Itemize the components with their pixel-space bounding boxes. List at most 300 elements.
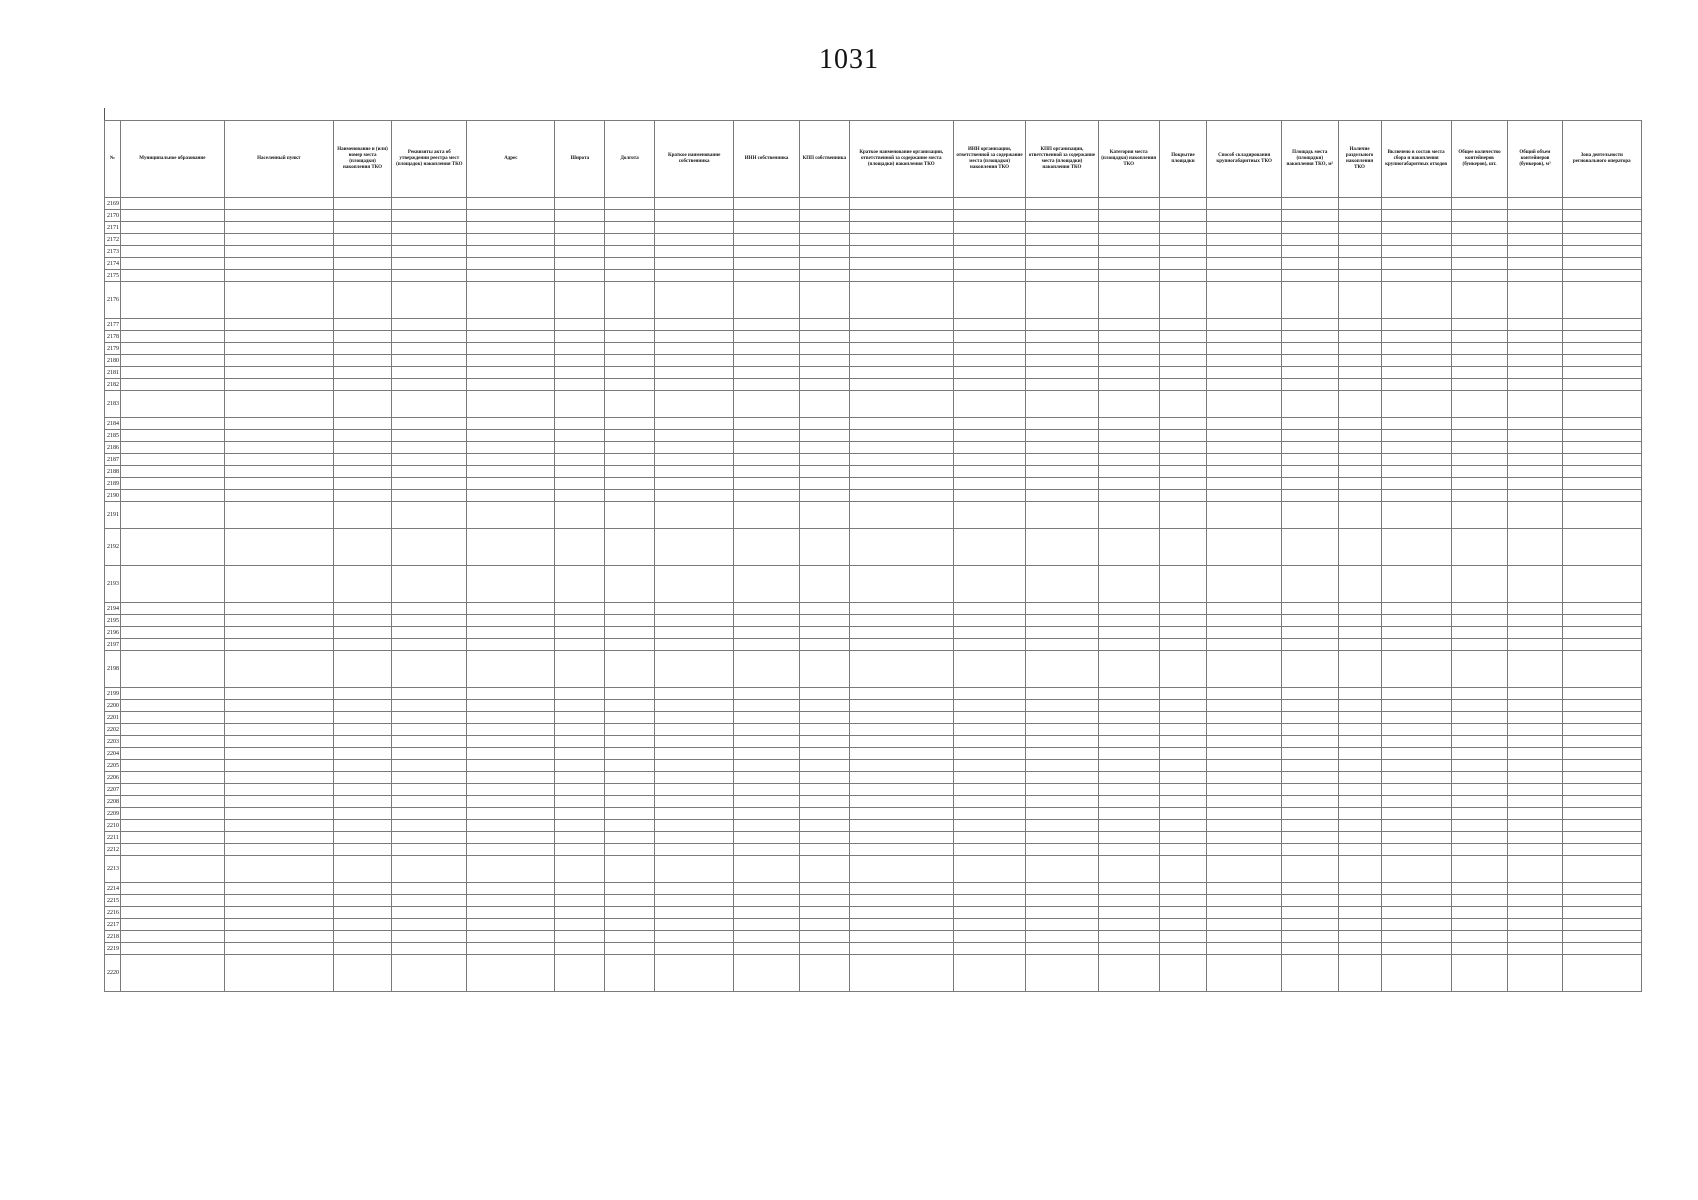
table-cell xyxy=(1207,784,1282,796)
table-cell xyxy=(224,529,333,566)
table-cell xyxy=(224,442,333,454)
table-cell xyxy=(392,490,467,502)
table-cell xyxy=(120,502,224,529)
table-cell xyxy=(734,820,800,832)
table-cell xyxy=(1451,639,1508,651)
table-cell xyxy=(1026,319,1098,331)
table-cell xyxy=(555,198,605,210)
table-cell xyxy=(799,478,849,490)
table-cell xyxy=(392,688,467,700)
table-cell xyxy=(467,856,555,883)
table-cell xyxy=(1562,331,1641,343)
row-number: 2214 xyxy=(105,883,121,895)
table-cell xyxy=(1098,502,1159,529)
table-cell xyxy=(1508,529,1562,566)
table-cell xyxy=(849,430,953,442)
table-cell xyxy=(120,760,224,772)
table-cell xyxy=(1281,210,1338,222)
table-cell xyxy=(392,529,467,566)
table-cell xyxy=(1451,198,1508,210)
table-cell xyxy=(799,615,849,627)
table-cell xyxy=(1508,724,1562,736)
table-cell xyxy=(1451,627,1508,639)
table-cell xyxy=(1338,331,1381,343)
table-row xyxy=(105,784,1642,796)
table-cell xyxy=(1338,712,1381,724)
table-cell xyxy=(1381,772,1451,784)
table-cell xyxy=(1098,700,1159,712)
table-cell xyxy=(605,222,655,234)
table-cell xyxy=(655,246,734,258)
table-cell xyxy=(734,943,800,955)
table-cell xyxy=(1281,566,1338,603)
table-cell xyxy=(120,907,224,919)
table-cell xyxy=(1159,919,1207,931)
table-cell xyxy=(1381,639,1451,651)
table-cell xyxy=(605,490,655,502)
table-row xyxy=(105,282,1642,319)
table-cell xyxy=(467,844,555,856)
table-cell xyxy=(1159,748,1207,760)
table-cell xyxy=(605,478,655,490)
table-cell xyxy=(1338,418,1381,430)
table-cell xyxy=(1098,490,1159,502)
table-cell xyxy=(1207,418,1282,430)
table-cell xyxy=(1207,627,1282,639)
table-cell xyxy=(1338,724,1381,736)
table-cell xyxy=(1338,895,1381,907)
table-cell xyxy=(1381,931,1451,943)
table-cell xyxy=(849,367,953,379)
table-cell xyxy=(333,712,392,724)
table-cell xyxy=(1159,210,1207,222)
row-number: 2174 xyxy=(105,258,121,270)
table-cell xyxy=(467,748,555,760)
table-cell xyxy=(392,502,467,529)
table-cell xyxy=(120,343,224,355)
table-cell xyxy=(467,270,555,282)
table-cell xyxy=(1381,418,1451,430)
table-cell xyxy=(1098,808,1159,820)
table-cell xyxy=(467,796,555,808)
table-cell xyxy=(555,856,605,883)
page-number: 1031 xyxy=(819,44,879,75)
table-cell xyxy=(734,856,800,883)
table-cell xyxy=(953,895,1025,907)
table-cell xyxy=(734,627,800,639)
table-cell xyxy=(1098,478,1159,490)
table-cell xyxy=(734,210,800,222)
table-row xyxy=(105,529,1642,566)
table-cell xyxy=(224,772,333,784)
table-cell xyxy=(1207,844,1282,856)
table-cell xyxy=(1098,712,1159,724)
table-cell xyxy=(467,367,555,379)
table-cell xyxy=(1508,615,1562,627)
table-cell xyxy=(605,712,655,724)
table-cell xyxy=(734,442,800,454)
table-cell xyxy=(734,234,800,246)
table-cell xyxy=(605,808,655,820)
table-cell xyxy=(333,724,392,736)
table-cell xyxy=(1026,820,1098,832)
table-cell xyxy=(1026,603,1098,615)
table-cell xyxy=(1159,418,1207,430)
table-cell xyxy=(224,907,333,919)
row-number: 2181 xyxy=(105,367,121,379)
table-cell xyxy=(849,808,953,820)
table-cell xyxy=(333,907,392,919)
table-row xyxy=(105,688,1642,700)
row-number: 2176 xyxy=(105,282,121,319)
table-cell xyxy=(1159,856,1207,883)
table-cell xyxy=(655,454,734,466)
table-cell xyxy=(1381,319,1451,331)
table-cell xyxy=(392,943,467,955)
table-cell xyxy=(1026,343,1098,355)
table-row xyxy=(105,343,1642,355)
table-cell xyxy=(392,442,467,454)
table-cell xyxy=(1026,736,1098,748)
table-cell xyxy=(224,688,333,700)
table-cell xyxy=(224,379,333,391)
table-cell xyxy=(467,282,555,319)
table-cell xyxy=(1451,615,1508,627)
table-cell xyxy=(953,820,1025,832)
table-row xyxy=(105,796,1642,808)
table-cell xyxy=(333,210,392,222)
table-cell xyxy=(799,895,849,907)
table-cell xyxy=(224,615,333,627)
table-cell xyxy=(849,943,953,955)
table-cell xyxy=(224,943,333,955)
table-cell xyxy=(605,772,655,784)
table-cell xyxy=(1281,639,1338,651)
table-cell xyxy=(1098,796,1159,808)
table-cell xyxy=(605,943,655,955)
table-cell xyxy=(1281,712,1338,724)
table-row xyxy=(105,355,1642,367)
table-cell xyxy=(1098,367,1159,379)
table-cell xyxy=(655,367,734,379)
table-cell xyxy=(224,700,333,712)
table-cell xyxy=(224,603,333,615)
table-cell xyxy=(1338,603,1381,615)
table-cell xyxy=(120,566,224,603)
table-cell xyxy=(1562,210,1641,222)
table-row xyxy=(105,603,1642,615)
table-cell xyxy=(1508,712,1562,724)
row-number: 2203 xyxy=(105,736,121,748)
table-cell xyxy=(392,955,467,992)
table-cell xyxy=(1026,379,1098,391)
table-cell xyxy=(467,919,555,931)
table-cell xyxy=(555,367,605,379)
table-cell xyxy=(555,319,605,331)
table-cell xyxy=(120,712,224,724)
table-cell xyxy=(1159,615,1207,627)
row-number: 2173 xyxy=(105,246,121,258)
table-cell xyxy=(1098,895,1159,907)
table-cell xyxy=(1508,736,1562,748)
table-cell xyxy=(734,319,800,331)
table-cell xyxy=(1451,478,1508,490)
table-cell xyxy=(849,282,953,319)
table-cell xyxy=(1508,258,1562,270)
table-cell xyxy=(333,736,392,748)
table-cell xyxy=(734,895,800,907)
table-cell xyxy=(734,478,800,490)
table-cell xyxy=(799,234,849,246)
table-cell xyxy=(333,466,392,478)
table-cell xyxy=(555,331,605,343)
table-cell xyxy=(1338,748,1381,760)
table-cell xyxy=(734,724,800,736)
table-cell xyxy=(555,808,605,820)
table-cell xyxy=(799,688,849,700)
table-cell xyxy=(1281,808,1338,820)
table-cell xyxy=(333,442,392,454)
table-cell xyxy=(1451,724,1508,736)
table-cell xyxy=(1508,418,1562,430)
table-cell xyxy=(392,748,467,760)
table-cell xyxy=(392,627,467,639)
table-cell xyxy=(849,856,953,883)
table-cell xyxy=(467,430,555,442)
row-number: 2210 xyxy=(105,820,121,832)
table-row xyxy=(105,639,1642,651)
table-cell xyxy=(655,270,734,282)
table-cell xyxy=(224,844,333,856)
table-cell xyxy=(1562,282,1641,319)
table-cell xyxy=(1098,282,1159,319)
table-cell xyxy=(1281,222,1338,234)
table-cell xyxy=(224,282,333,319)
table-cell xyxy=(1026,466,1098,478)
table-cell xyxy=(655,319,734,331)
table-cell xyxy=(392,615,467,627)
table-cell xyxy=(120,688,224,700)
table-cell xyxy=(1508,246,1562,258)
table-cell xyxy=(1207,502,1282,529)
table-cell xyxy=(555,748,605,760)
table-cell xyxy=(467,627,555,639)
table-cell xyxy=(1159,808,1207,820)
table-row xyxy=(105,270,1642,282)
table-cell xyxy=(1026,391,1098,418)
column-header: КПП собственника xyxy=(799,121,849,198)
table-cell xyxy=(1381,895,1451,907)
table-cell xyxy=(605,856,655,883)
table-cell xyxy=(605,700,655,712)
row-number: 2189 xyxy=(105,478,121,490)
table-cell xyxy=(655,502,734,529)
table-cell xyxy=(333,566,392,603)
table-row xyxy=(105,931,1642,943)
table-cell xyxy=(799,736,849,748)
table-cell xyxy=(605,379,655,391)
column-header: Широта xyxy=(555,121,605,198)
row-number: 2206 xyxy=(105,772,121,784)
table-cell xyxy=(953,198,1025,210)
table-cell xyxy=(1451,210,1508,222)
table-cell xyxy=(1098,270,1159,282)
table-cell xyxy=(1508,466,1562,478)
table-cell xyxy=(1026,270,1098,282)
table-cell xyxy=(605,418,655,430)
table-cell xyxy=(734,502,800,529)
table-cell xyxy=(1562,615,1641,627)
column-header: Населенный пункт xyxy=(224,121,333,198)
table-cell xyxy=(1098,919,1159,931)
table-cell xyxy=(467,820,555,832)
table-cell xyxy=(1562,651,1641,688)
table-cell xyxy=(1562,222,1641,234)
table-cell xyxy=(1508,784,1562,796)
table-cell xyxy=(1281,319,1338,331)
table-cell xyxy=(605,466,655,478)
table-row xyxy=(105,331,1642,343)
table-cell xyxy=(333,234,392,246)
table-cell xyxy=(1026,418,1098,430)
table-cell xyxy=(734,832,800,844)
table-cell xyxy=(1098,379,1159,391)
column-header: Краткое наименование организации, ответственной за содержание места (площадки) накопления ТКО xyxy=(849,121,953,198)
table-cell xyxy=(224,258,333,270)
table-cell xyxy=(799,246,849,258)
table-cell xyxy=(1381,478,1451,490)
table-cell xyxy=(120,603,224,615)
table-cell xyxy=(1098,736,1159,748)
table-cell xyxy=(734,198,800,210)
table-cell xyxy=(605,615,655,627)
table-cell xyxy=(1562,466,1641,478)
table-cell xyxy=(392,895,467,907)
table-cell xyxy=(655,796,734,808)
table-cell xyxy=(849,639,953,651)
table-cell xyxy=(1159,442,1207,454)
table-cell xyxy=(1508,907,1562,919)
table-cell xyxy=(605,502,655,529)
table-cell xyxy=(1159,724,1207,736)
table-cell xyxy=(120,246,224,258)
table-cell xyxy=(120,222,224,234)
table-row xyxy=(105,258,1642,270)
table-cell xyxy=(1098,246,1159,258)
table-cell xyxy=(467,198,555,210)
table-cell xyxy=(333,529,392,566)
table-cell xyxy=(1098,529,1159,566)
table-cell xyxy=(333,198,392,210)
table-cell xyxy=(799,808,849,820)
table-cell xyxy=(1159,490,1207,502)
table-cell xyxy=(555,639,605,651)
table-cell xyxy=(1562,430,1641,442)
table-row xyxy=(105,955,1642,992)
row-number: 2211 xyxy=(105,832,121,844)
table-cell xyxy=(655,490,734,502)
column-header: Способ складирования крупногабаритных ТКО xyxy=(1207,121,1282,198)
table-cell xyxy=(1207,700,1282,712)
table-cell xyxy=(734,282,800,319)
table-cell xyxy=(555,466,605,478)
table-cell xyxy=(1159,700,1207,712)
table-cell xyxy=(734,760,800,772)
table-cell xyxy=(1026,615,1098,627)
table-cell xyxy=(799,529,849,566)
column-header: Общий объем контейнеров (бункеров), м³ xyxy=(1508,121,1562,198)
table-cell xyxy=(1562,490,1641,502)
column-header: № xyxy=(105,121,121,198)
table-cell xyxy=(1338,222,1381,234)
table-cell xyxy=(224,343,333,355)
table-cell xyxy=(1451,895,1508,907)
table-cell xyxy=(555,603,605,615)
table-row xyxy=(105,222,1642,234)
table-cell xyxy=(655,820,734,832)
table-cell xyxy=(120,808,224,820)
table-cell xyxy=(333,270,392,282)
table-cell xyxy=(849,712,953,724)
table-cell xyxy=(1159,319,1207,331)
table-cell xyxy=(1159,282,1207,319)
table-cell xyxy=(555,246,605,258)
table-cell xyxy=(1338,820,1381,832)
table-cell xyxy=(1562,796,1641,808)
table-cell xyxy=(1451,343,1508,355)
table-cell xyxy=(734,844,800,856)
table-body xyxy=(105,198,1642,992)
table-cell xyxy=(1451,355,1508,367)
row-number: 2217 xyxy=(105,919,121,931)
table-cell xyxy=(392,566,467,603)
table-cell xyxy=(1281,379,1338,391)
row-number: 2187 xyxy=(105,454,121,466)
table-cell xyxy=(799,502,849,529)
table-cell xyxy=(1562,198,1641,210)
table-row xyxy=(105,736,1642,748)
table-cell xyxy=(734,688,800,700)
table-cell xyxy=(1562,234,1641,246)
table-cell xyxy=(1281,442,1338,454)
table-cell xyxy=(1281,331,1338,343)
table-cell xyxy=(1451,808,1508,820)
table-cell xyxy=(333,760,392,772)
table-cell xyxy=(655,627,734,639)
table-cell xyxy=(1451,442,1508,454)
table-cell xyxy=(953,466,1025,478)
table-cell xyxy=(1381,379,1451,391)
table-cell xyxy=(953,627,1025,639)
table-cell xyxy=(467,808,555,820)
table-cell xyxy=(1026,222,1098,234)
table-cell xyxy=(655,784,734,796)
table-cell xyxy=(1381,367,1451,379)
table-cell xyxy=(392,367,467,379)
table-cell xyxy=(1281,895,1338,907)
table-cell xyxy=(1338,651,1381,688)
table-cell xyxy=(953,844,1025,856)
table-cell xyxy=(1159,895,1207,907)
table-row xyxy=(105,772,1642,784)
row-number: 2204 xyxy=(105,748,121,760)
table-cell xyxy=(1508,883,1562,895)
table-cell xyxy=(467,700,555,712)
table-cell xyxy=(333,355,392,367)
table-cell xyxy=(467,418,555,430)
table-cell xyxy=(1207,355,1282,367)
table-cell xyxy=(605,919,655,931)
